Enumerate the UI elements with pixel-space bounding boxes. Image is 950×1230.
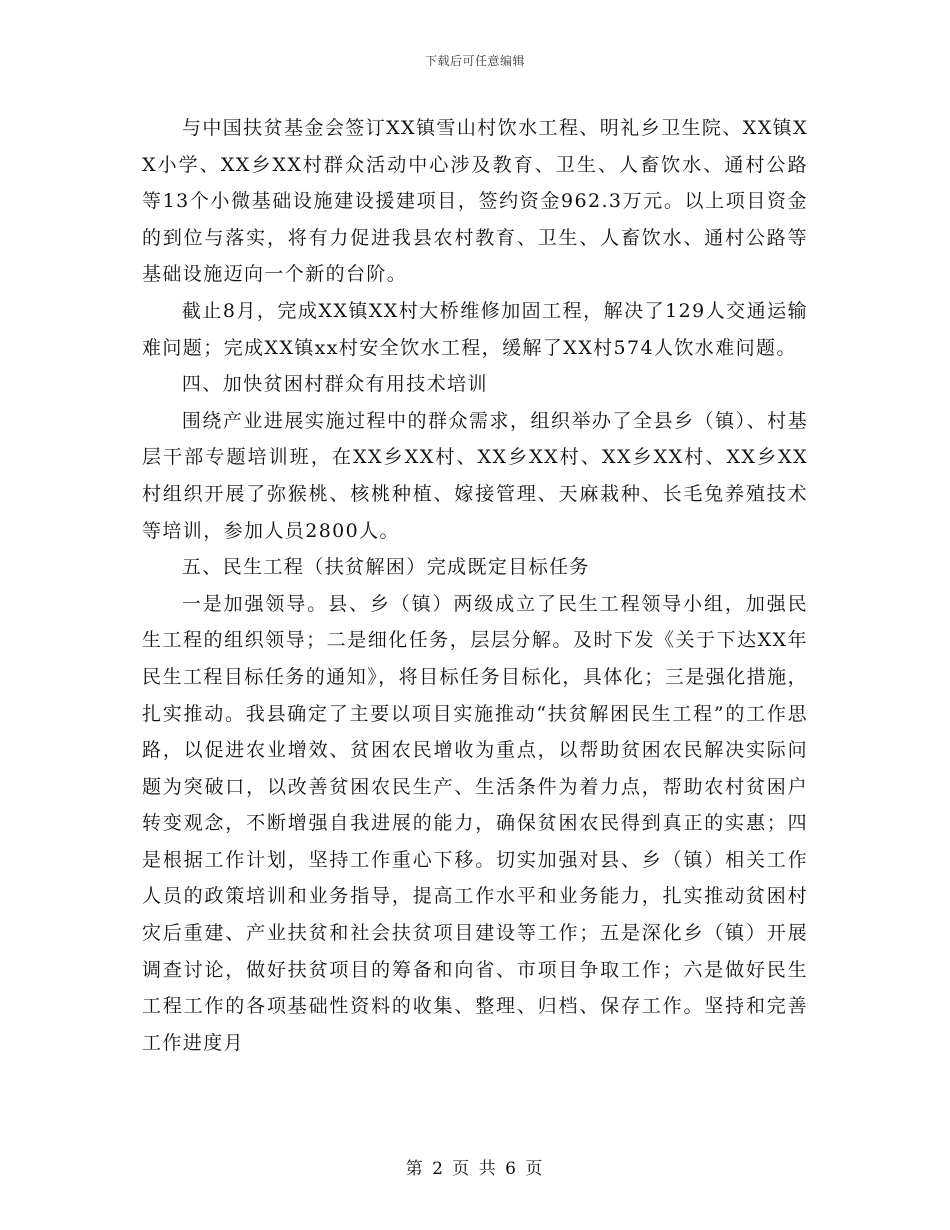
paragraph-training: 围绕产业进展实施过程中的群众需求，组织举办了全县乡（镇）、村基层干部专题培训班，在XX乡XX村、XX乡XX村、XX乡XX村、XX乡XX村组织开展了弥猴桃、核桃种植、嫁接管理、天麻栽种、长毛兔养殖技术等培训，参加人员2800人。 (142, 409, 808, 542)
page-header: 下载后可任意编辑 (424, 54, 525, 68)
paragraph-livelihood-measures: 一是加强领导。县、乡（镇）两级成立了民生工程领导小组，加强民生工程的组织领导；二是细化任务，层层分解。及时下发《关于下达XX年民生工程目标任务的通知》，将目标任务目标化，具体化；三是强化措施，扎实推动。我县确定了主要以项目实施推动“扶贫解困民生工程”的工作思路，以促进农业增效、贫困农民增收为重点，以帮助贫困农民解决实际问题为突破口，以改善贫困农民生产、生活条件为着力点，帮助农村贫困户转变观念，不断增强自我进展的能力，确保贫困农民得到真正的实惠；四是根据工作计划，坚持工作重心下移。切实加强对县、乡（镇）相关工作人员的政策培训和业务指导，提高工作水平和业务能力，扎实推动贫困村灾后重建、产业扶贫和社会扶贫项目建设等工作；五是深化乡（镇）开展调查讨论，做好扶贫项目的筹备和向省、市项目争取工作；六是做好民生工程工作的各项基础性资料的收集、整理、归档、保存工作。坚持和完善工作进度月 (142, 592, 808, 1054)
section-heading-livelihood: 五、民生工程（扶贫解困）完成既定目标任务 (181, 556, 590, 579)
paragraph-august-progress: 截止8月，完成XX镇XX村大桥维修加固工程，解决了129人交通运输难问题；完成XX镇xx村安全饮水工程，缓解了XX村574人饮水难问题。 (142, 299, 808, 359)
section-heading-training: 四、加快贫困村群众有用技术培训 (181, 373, 488, 396)
paragraph-project-signing: 与中国扶贫基金会签订XX镇雪山村饮水工程、明礼乡卫生院、XX镇XX小学、XX乡XX村群众活动中心涉及教育、卫生、人畜饮水、通村公路等13个小微基础设施建设援建项目，签约资金962.3万元。以上项目资金的到位与落实，将有力促进我县农村教育、卫生、人畜饮水、通村公路等基础设施迈向一个新的台阶。 (142, 117, 808, 286)
page-footer: 第 2 页 共 6 页 (405, 1159, 545, 1179)
document-body (142, 110, 808, 1061)
